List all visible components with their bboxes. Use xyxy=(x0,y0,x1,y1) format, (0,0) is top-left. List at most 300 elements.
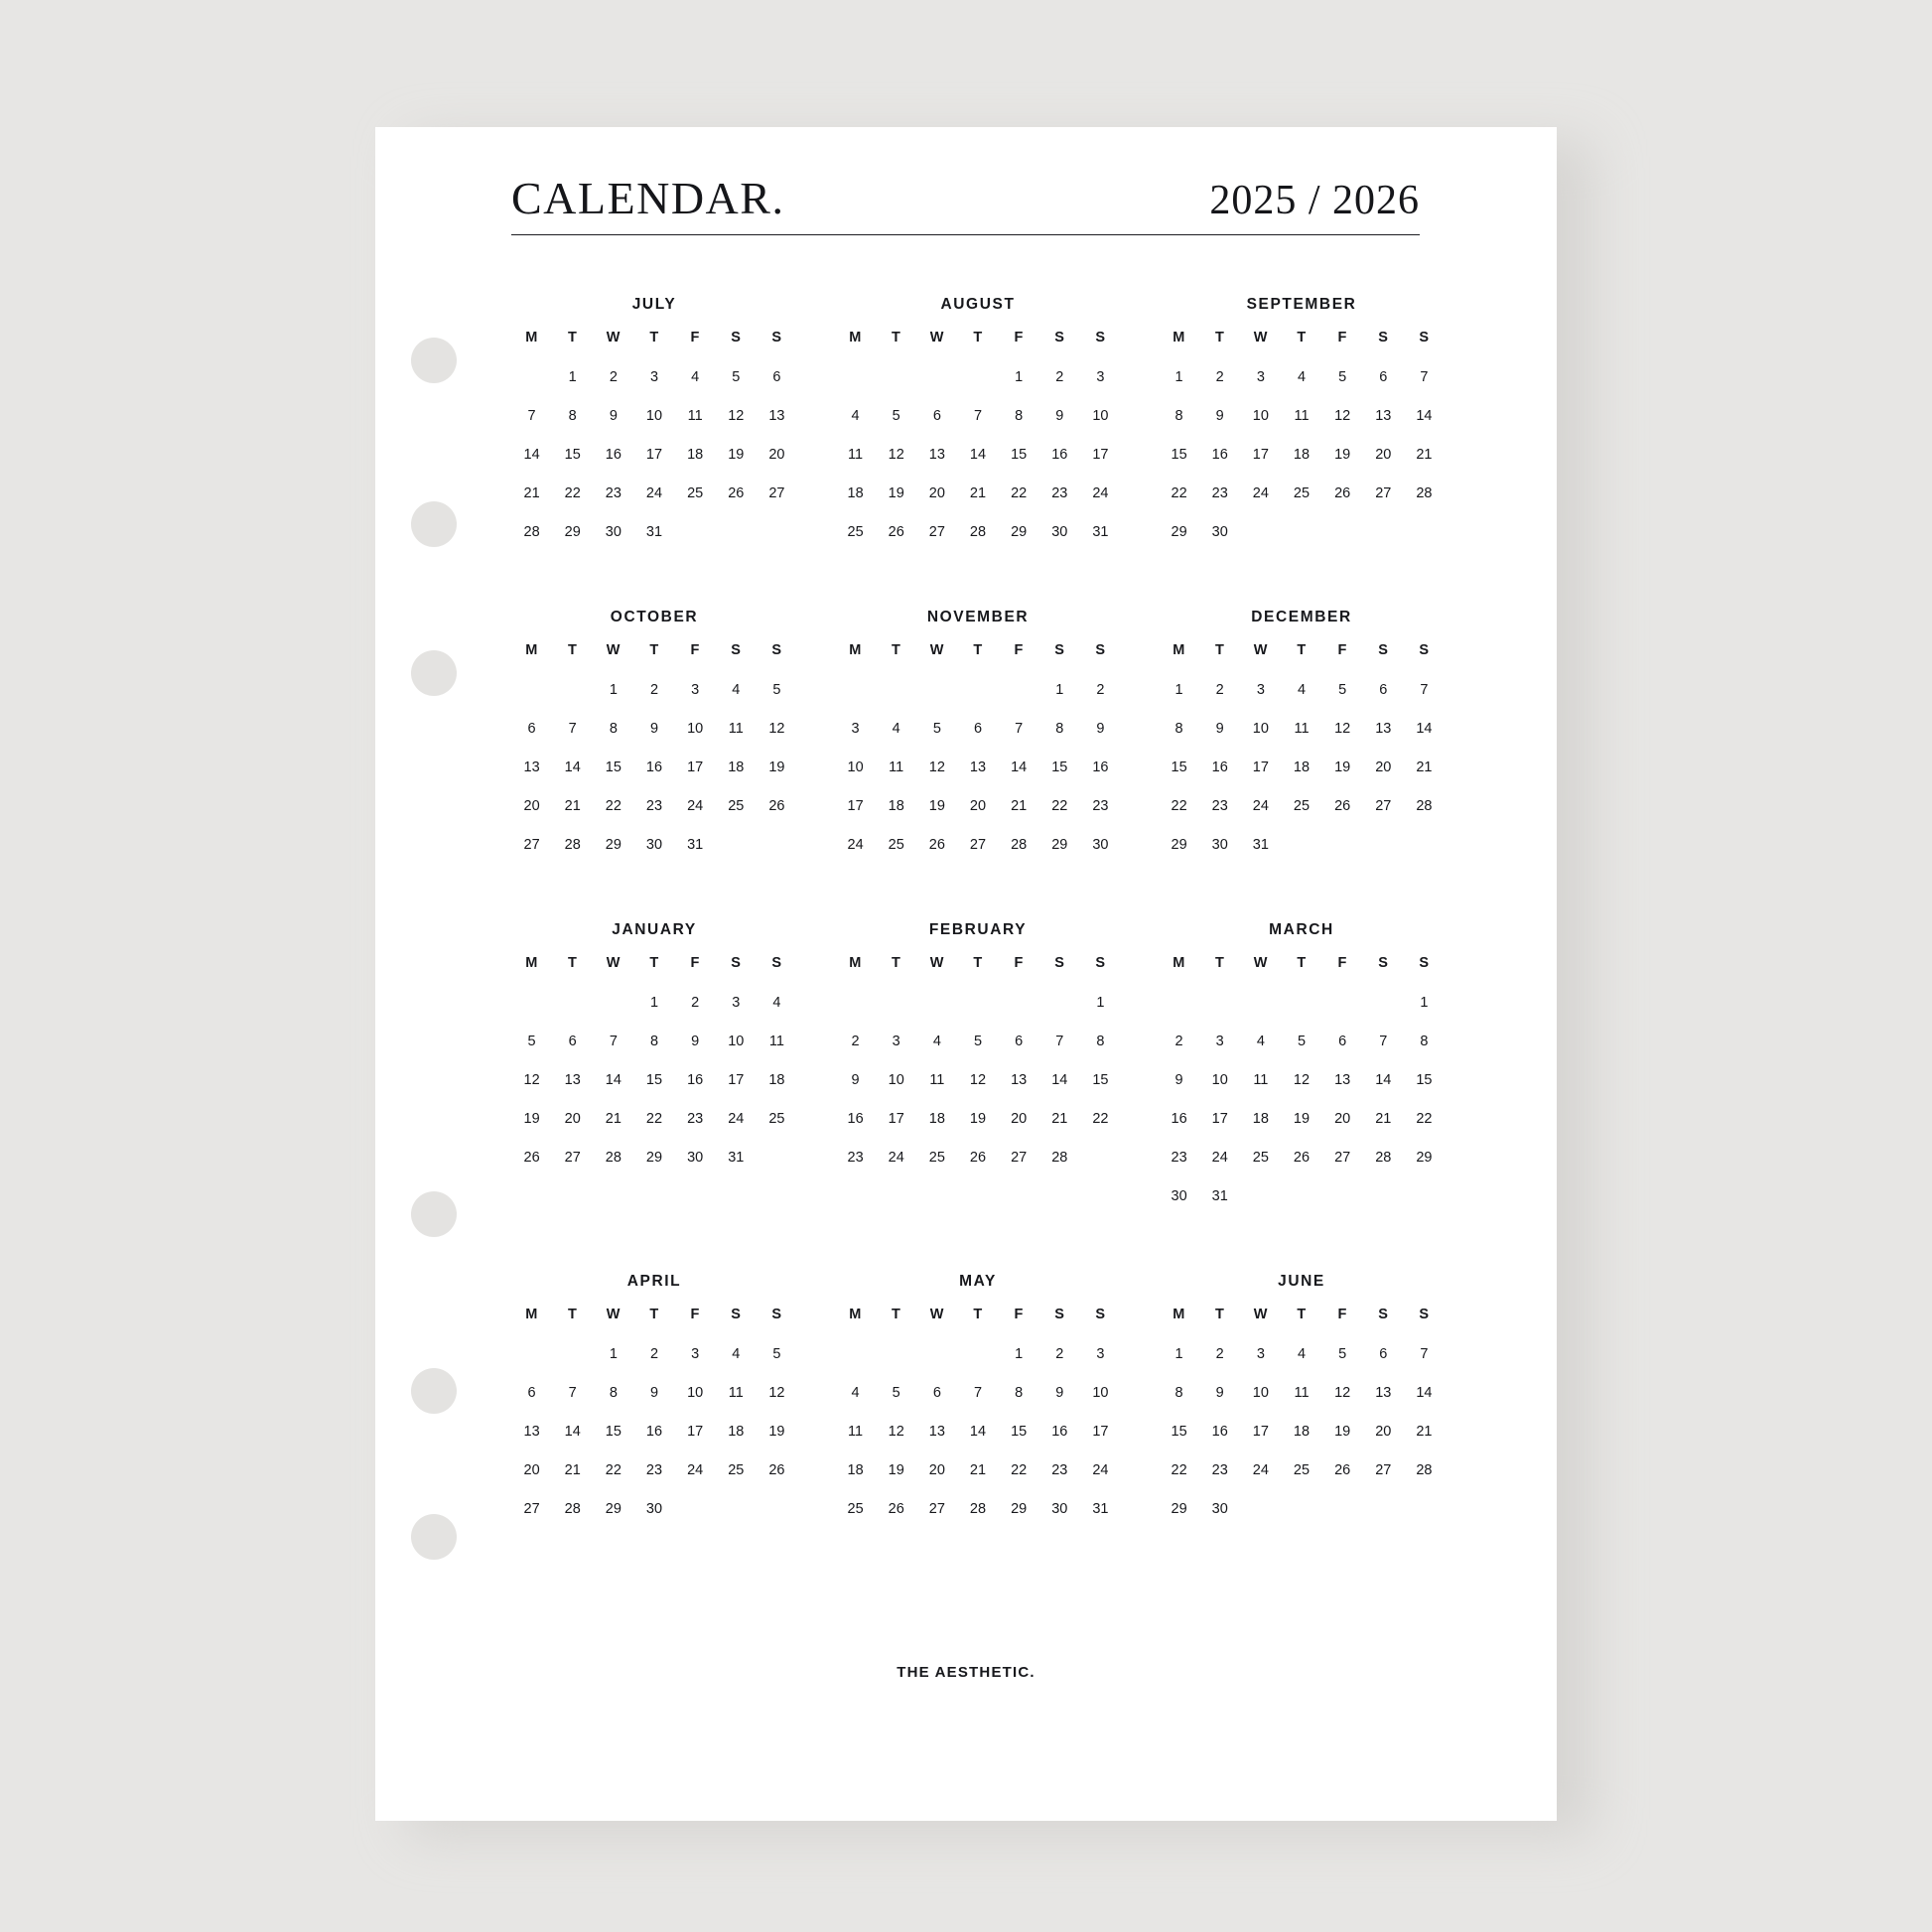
day-cell[interactable]: 20 xyxy=(564,1110,581,1127)
day-cell[interactable]: 11 xyxy=(687,407,703,424)
day-cell[interactable]: 10 xyxy=(1092,407,1109,424)
day-cell[interactable]: 12 xyxy=(523,1071,540,1088)
day-cell[interactable]: 28 xyxy=(1051,1149,1068,1166)
day-cell[interactable]: 26 xyxy=(728,484,745,501)
day-cell[interactable]: 17 xyxy=(1252,1423,1269,1440)
day-cell[interactable]: 21 xyxy=(1416,446,1433,463)
day-cell[interactable]: 2 xyxy=(1215,1345,1224,1362)
day-cell[interactable]: 4 xyxy=(732,1345,741,1362)
day-cell[interactable]: 29 xyxy=(1051,836,1068,853)
day-cell[interactable]: 12 xyxy=(1334,407,1351,424)
day-cell[interactable]: 7 xyxy=(973,407,983,424)
day-cell[interactable]: 20 xyxy=(928,484,945,501)
day-cell[interactable]: 5 xyxy=(1338,681,1347,698)
day-cell[interactable]: 7 xyxy=(568,720,577,737)
day-cell[interactable]: 22 xyxy=(1051,797,1068,814)
day-cell[interactable]: 15 xyxy=(605,759,621,775)
day-cell[interactable]: 8 xyxy=(1174,407,1183,424)
day-cell[interactable]: 6 xyxy=(932,1384,941,1401)
day-cell[interactable]: 25 xyxy=(1293,1461,1311,1478)
day-cell[interactable]: 26 xyxy=(1334,1461,1351,1478)
day-cell[interactable]: 17 xyxy=(687,759,704,775)
day-cell[interactable]: 11 xyxy=(728,720,744,737)
day-cell[interactable]: 2 xyxy=(609,368,618,385)
day-cell[interactable]: 27 xyxy=(969,836,987,853)
day-cell[interactable]: 3 xyxy=(1256,681,1265,698)
day-cell[interactable]: 12 xyxy=(888,1423,904,1440)
day-cell[interactable]: 29 xyxy=(645,1149,663,1166)
day-cell[interactable]: 19 xyxy=(1293,1110,1311,1127)
day-cell[interactable]: 4 xyxy=(851,407,860,424)
day-cell[interactable]: 3 xyxy=(649,368,659,385)
day-cell[interactable]: 5 xyxy=(1338,368,1347,385)
day-cell[interactable]: 24 xyxy=(728,1110,745,1127)
day-cell[interactable]: 7 xyxy=(1015,720,1024,737)
day-cell[interactable]: 9 xyxy=(1174,1071,1183,1088)
day-cell[interactable]: 25 xyxy=(847,1500,864,1517)
day-cell[interactable]: 16 xyxy=(1211,446,1228,463)
day-cell[interactable]: 5 xyxy=(732,368,741,385)
day-cell[interactable]: 4 xyxy=(772,994,781,1011)
day-cell[interactable]: 1 xyxy=(609,681,618,698)
day-cell[interactable]: 22 xyxy=(1171,484,1187,501)
day-cell[interactable]: 17 xyxy=(728,1071,745,1088)
day-cell[interactable]: 28 xyxy=(564,1500,581,1517)
day-cell[interactable]: 8 xyxy=(1174,1384,1183,1401)
day-cell[interactable]: 13 xyxy=(1011,1071,1028,1088)
day-cell[interactable]: 16 xyxy=(645,759,663,775)
day-cell[interactable]: 5 xyxy=(1338,1345,1347,1362)
day-cell[interactable]: 3 xyxy=(851,720,860,737)
day-cell[interactable]: 4 xyxy=(932,1033,941,1049)
day-cell[interactable]: 9 xyxy=(851,1071,860,1088)
day-cell[interactable]: 14 xyxy=(1416,407,1433,424)
day-cell[interactable]: 22 xyxy=(1092,1110,1109,1127)
day-cell[interactable]: 26 xyxy=(969,1149,987,1166)
day-cell[interactable]: 18 xyxy=(728,1423,745,1440)
day-cell[interactable]: 12 xyxy=(928,759,945,775)
day-cell[interactable]: 14 xyxy=(1011,759,1028,775)
day-cell[interactable]: 6 xyxy=(527,1384,536,1401)
day-cell[interactable]: 23 xyxy=(1211,1461,1228,1478)
day-cell[interactable]: 19 xyxy=(1334,446,1351,463)
day-cell[interactable]: 6 xyxy=(932,407,941,424)
day-cell[interactable]: 19 xyxy=(768,1423,785,1440)
day-cell[interactable]: 12 xyxy=(1334,1384,1351,1401)
day-cell[interactable]: 23 xyxy=(1211,797,1228,814)
day-cell[interactable]: 26 xyxy=(1293,1149,1311,1166)
day-cell[interactable]: 31 xyxy=(687,836,704,853)
day-cell[interactable]: 2 xyxy=(1215,368,1224,385)
day-cell[interactable]: 20 xyxy=(1375,759,1392,775)
day-cell[interactable]: 22 xyxy=(1011,1461,1028,1478)
day-cell[interactable]: 22 xyxy=(1171,1461,1187,1478)
day-cell[interactable]: 16 xyxy=(605,446,621,463)
day-cell[interactable]: 27 xyxy=(523,1500,540,1517)
day-cell[interactable]: 29 xyxy=(1011,1500,1028,1517)
day-cell[interactable]: 22 xyxy=(605,797,621,814)
day-cell[interactable]: 13 xyxy=(523,1423,540,1440)
day-cell[interactable]: 16 xyxy=(1211,759,1228,775)
day-cell[interactable]: 4 xyxy=(1297,1345,1307,1362)
day-cell[interactable]: 4 xyxy=(892,720,900,737)
day-cell[interactable]: 18 xyxy=(888,797,904,814)
day-cell[interactable]: 12 xyxy=(888,446,904,463)
day-cell[interactable]: 3 xyxy=(1096,1345,1105,1362)
day-cell[interactable]: 15 xyxy=(1171,759,1187,775)
day-cell[interactable]: 14 xyxy=(564,759,581,775)
day-cell[interactable]: 25 xyxy=(768,1110,785,1127)
day-cell[interactable]: 21 xyxy=(1051,1110,1068,1127)
day-cell[interactable]: 15 xyxy=(645,1071,663,1088)
day-cell[interactable]: 22 xyxy=(605,1461,621,1478)
day-cell[interactable]: 24 xyxy=(847,836,864,853)
day-cell[interactable]: 10 xyxy=(1211,1071,1228,1088)
day-cell[interactable]: 18 xyxy=(1293,759,1311,775)
day-cell[interactable]: 21 xyxy=(564,1461,581,1478)
day-cell[interactable]: 9 xyxy=(609,407,618,424)
day-cell[interactable]: 21 xyxy=(969,484,987,501)
day-cell[interactable]: 1 xyxy=(1096,994,1105,1011)
day-cell[interactable]: 2 xyxy=(1174,1033,1183,1049)
day-cell[interactable]: 15 xyxy=(1171,446,1187,463)
day-cell[interactable]: 3 xyxy=(691,681,700,698)
day-cell[interactable]: 10 xyxy=(687,720,704,737)
day-cell[interactable]: 21 xyxy=(1416,759,1433,775)
day-cell[interactable]: 1 xyxy=(1174,1345,1183,1362)
day-cell[interactable]: 27 xyxy=(1375,1461,1392,1478)
day-cell[interactable]: 30 xyxy=(1211,1500,1228,1517)
day-cell[interactable]: 25 xyxy=(1293,484,1311,501)
day-cell[interactable]: 5 xyxy=(772,1345,781,1362)
day-cell[interactable]: 22 xyxy=(564,484,581,501)
day-cell[interactable]: 28 xyxy=(969,523,987,540)
day-cell[interactable]: 31 xyxy=(645,523,663,540)
day-cell[interactable]: 23 xyxy=(687,1110,704,1127)
day-cell[interactable]: 18 xyxy=(847,484,864,501)
day-cell[interactable]: 17 xyxy=(645,446,663,463)
day-cell[interactable]: 23 xyxy=(645,797,663,814)
day-cell[interactable]: 11 xyxy=(929,1071,945,1088)
day-cell[interactable]: 16 xyxy=(847,1110,864,1127)
day-cell[interactable]: 10 xyxy=(687,1384,704,1401)
day-cell[interactable]: 20 xyxy=(523,797,540,814)
day-cell[interactable]: 20 xyxy=(969,797,987,814)
day-cell[interactable]: 4 xyxy=(1256,1033,1265,1049)
day-cell[interactable]: 9 xyxy=(1055,1384,1064,1401)
day-cell[interactable]: 13 xyxy=(1375,407,1392,424)
day-cell[interactable]: 30 xyxy=(1211,523,1228,540)
day-cell[interactable]: 24 xyxy=(1092,484,1109,501)
day-cell[interactable]: 21 xyxy=(605,1110,621,1127)
day-cell[interactable]: 3 xyxy=(1256,1345,1265,1362)
day-cell[interactable]: 7 xyxy=(1420,1345,1429,1362)
day-cell[interactable]: 28 xyxy=(605,1149,621,1166)
day-cell[interactable]: 2 xyxy=(1096,681,1105,698)
day-cell[interactable]: 29 xyxy=(564,523,581,540)
day-cell[interactable]: 27 xyxy=(523,836,540,853)
day-cell[interactable]: 26 xyxy=(888,523,904,540)
day-cell[interactable]: 12 xyxy=(728,407,745,424)
day-cell[interactable]: 18 xyxy=(847,1461,864,1478)
day-cell[interactable]: 19 xyxy=(523,1110,540,1127)
day-cell[interactable]: 22 xyxy=(1011,484,1028,501)
day-cell[interactable]: 13 xyxy=(928,1423,945,1440)
day-cell[interactable]: 20 xyxy=(768,446,785,463)
day-cell[interactable]: 18 xyxy=(1252,1110,1269,1127)
day-cell[interactable]: 24 xyxy=(1252,1461,1269,1478)
day-cell[interactable]: 21 xyxy=(1375,1110,1392,1127)
day-cell[interactable]: 17 xyxy=(847,797,864,814)
day-cell[interactable]: 28 xyxy=(969,1500,987,1517)
day-cell[interactable]: 23 xyxy=(847,1149,864,1166)
day-cell[interactable]: 13 xyxy=(1375,720,1392,737)
day-cell[interactable]: 4 xyxy=(691,368,700,385)
day-cell[interactable]: 1 xyxy=(568,368,577,385)
day-cell[interactable]: 14 xyxy=(1416,1384,1433,1401)
day-cell[interactable]: 31 xyxy=(1092,1500,1109,1517)
day-cell[interactable]: 6 xyxy=(1015,1033,1024,1049)
day-cell[interactable]: 5 xyxy=(1297,1033,1307,1049)
day-cell[interactable]: 28 xyxy=(1375,1149,1392,1166)
day-cell[interactable]: 14 xyxy=(969,446,987,463)
day-cell[interactable]: 8 xyxy=(649,1033,659,1049)
day-cell[interactable]: 1 xyxy=(1174,368,1183,385)
day-cell[interactable]: 1 xyxy=(1174,681,1183,698)
day-cell[interactable]: 29 xyxy=(605,1500,621,1517)
day-cell[interactable]: 11 xyxy=(848,446,864,463)
day-cell[interactable]: 1 xyxy=(1015,1345,1024,1362)
day-cell[interactable]: 25 xyxy=(1293,797,1311,814)
day-cell[interactable]: 8 xyxy=(1015,1384,1024,1401)
day-cell[interactable]: 18 xyxy=(687,446,704,463)
day-cell[interactable]: 3 xyxy=(1096,368,1105,385)
day-cell[interactable]: 3 xyxy=(691,1345,700,1362)
day-cell[interactable]: 7 xyxy=(973,1384,983,1401)
day-cell[interactable]: 12 xyxy=(1293,1071,1311,1088)
day-cell[interactable]: 28 xyxy=(564,836,581,853)
day-cell[interactable]: 9 xyxy=(1215,720,1224,737)
day-cell[interactable]: 4 xyxy=(1297,368,1307,385)
day-cell[interactable]: 18 xyxy=(928,1110,945,1127)
day-cell[interactable]: 29 xyxy=(1416,1149,1433,1166)
day-cell[interactable]: 28 xyxy=(1416,484,1433,501)
day-cell[interactable]: 4 xyxy=(1297,681,1307,698)
day-cell[interactable]: 3 xyxy=(892,1033,900,1049)
day-cell[interactable]: 17 xyxy=(687,1423,704,1440)
day-cell[interactable]: 12 xyxy=(768,1384,785,1401)
day-cell[interactable]: 26 xyxy=(768,1461,785,1478)
day-cell[interactable]: 14 xyxy=(523,446,540,463)
day-cell[interactable]: 21 xyxy=(1011,797,1028,814)
day-cell[interactable]: 15 xyxy=(1011,446,1028,463)
day-cell[interactable]: 13 xyxy=(1375,1384,1392,1401)
day-cell[interactable]: 11 xyxy=(1253,1071,1269,1088)
day-cell[interactable]: 15 xyxy=(1011,1423,1028,1440)
day-cell[interactable]: 14 xyxy=(1416,720,1433,737)
day-cell[interactable]: 2 xyxy=(1215,681,1224,698)
day-cell[interactable]: 17 xyxy=(1252,446,1269,463)
day-cell[interactable]: 10 xyxy=(1252,1384,1269,1401)
day-cell[interactable]: 20 xyxy=(1375,1423,1392,1440)
day-cell[interactable]: 3 xyxy=(1256,368,1265,385)
day-cell[interactable]: 11 xyxy=(1294,407,1310,424)
day-cell[interactable]: 8 xyxy=(568,407,577,424)
day-cell[interactable]: 30 xyxy=(687,1149,704,1166)
day-cell[interactable]: 1 xyxy=(649,994,659,1011)
day-cell[interactable]: 2 xyxy=(1055,368,1064,385)
day-cell[interactable]: 10 xyxy=(645,407,663,424)
day-cell[interactable]: 13 xyxy=(523,759,540,775)
day-cell[interactable]: 16 xyxy=(1211,1423,1228,1440)
day-cell[interactable]: 11 xyxy=(768,1033,784,1049)
day-cell[interactable]: 10 xyxy=(1092,1384,1109,1401)
day-cell[interactable]: 24 xyxy=(1252,484,1269,501)
day-cell[interactable]: 1 xyxy=(1055,681,1064,698)
day-cell[interactable]: 23 xyxy=(645,1461,663,1478)
day-cell[interactable]: 7 xyxy=(609,1033,618,1049)
day-cell[interactable]: 30 xyxy=(645,1500,663,1517)
day-cell[interactable]: 6 xyxy=(527,720,536,737)
day-cell[interactable]: 21 xyxy=(1416,1423,1433,1440)
day-cell[interactable]: 30 xyxy=(645,836,663,853)
day-cell[interactable]: 14 xyxy=(1375,1071,1392,1088)
day-cell[interactable]: 17 xyxy=(1092,1423,1109,1440)
day-cell[interactable]: 24 xyxy=(687,797,704,814)
day-cell[interactable]: 8 xyxy=(609,1384,618,1401)
day-cell[interactable]: 13 xyxy=(969,759,987,775)
day-cell[interactable]: 3 xyxy=(732,994,741,1011)
day-cell[interactable]: 15 xyxy=(1171,1423,1187,1440)
day-cell[interactable]: 8 xyxy=(1174,720,1183,737)
day-cell[interactable]: 31 xyxy=(1252,836,1269,853)
day-cell[interactable]: 4 xyxy=(732,681,741,698)
day-cell[interactable]: 20 xyxy=(928,1461,945,1478)
day-cell[interactable]: 27 xyxy=(1375,797,1392,814)
day-cell[interactable]: 20 xyxy=(1375,446,1392,463)
day-cell[interactable]: 9 xyxy=(1215,407,1224,424)
day-cell[interactable]: 19 xyxy=(1334,1423,1351,1440)
day-cell[interactable]: 8 xyxy=(1420,1033,1429,1049)
day-cell[interactable]: 24 xyxy=(888,1149,904,1166)
day-cell[interactable]: 23 xyxy=(1211,484,1228,501)
day-cell[interactable]: 11 xyxy=(889,759,904,775)
day-cell[interactable]: 30 xyxy=(1211,836,1228,853)
day-cell[interactable]: 13 xyxy=(1334,1071,1351,1088)
day-cell[interactable]: 29 xyxy=(605,836,621,853)
day-cell[interactable]: 15 xyxy=(1051,759,1068,775)
day-cell[interactable]: 8 xyxy=(609,720,618,737)
day-cell[interactable]: 12 xyxy=(969,1071,987,1088)
day-cell[interactable]: 11 xyxy=(848,1423,864,1440)
day-cell[interactable]: 6 xyxy=(1379,1345,1388,1362)
day-cell[interactable]: 14 xyxy=(969,1423,987,1440)
day-cell[interactable]: 15 xyxy=(564,446,581,463)
day-cell[interactable]: 19 xyxy=(1334,759,1351,775)
day-cell[interactable]: 5 xyxy=(772,681,781,698)
day-cell[interactable]: 16 xyxy=(1171,1110,1187,1127)
day-cell[interactable]: 4 xyxy=(851,1384,860,1401)
day-cell[interactable]: 26 xyxy=(888,1500,904,1517)
day-cell[interactable]: 15 xyxy=(1092,1071,1109,1088)
day-cell[interactable]: 28 xyxy=(1416,1461,1433,1478)
day-cell[interactable]: 1 xyxy=(1015,368,1024,385)
day-cell[interactable]: 10 xyxy=(728,1033,745,1049)
day-cell[interactable]: 27 xyxy=(564,1149,581,1166)
day-cell[interactable]: 29 xyxy=(1171,523,1187,540)
day-cell[interactable]: 30 xyxy=(1051,1500,1068,1517)
day-cell[interactable]: 14 xyxy=(605,1071,621,1088)
day-cell[interactable]: 16 xyxy=(1051,446,1068,463)
day-cell[interactable]: 28 xyxy=(1416,797,1433,814)
day-cell[interactable]: 25 xyxy=(888,836,904,853)
day-cell[interactable]: 30 xyxy=(1171,1187,1187,1204)
day-cell[interactable]: 25 xyxy=(928,1149,945,1166)
day-cell[interactable]: 13 xyxy=(768,407,785,424)
day-cell[interactable]: 5 xyxy=(527,1033,536,1049)
day-cell[interactable]: 9 xyxy=(1215,1384,1224,1401)
day-cell[interactable]: 23 xyxy=(1092,797,1109,814)
day-cell[interactable]: 9 xyxy=(691,1033,700,1049)
day-cell[interactable]: 10 xyxy=(1252,407,1269,424)
day-cell[interactable]: 9 xyxy=(649,720,659,737)
day-cell[interactable]: 16 xyxy=(645,1423,663,1440)
day-cell[interactable]: 26 xyxy=(1334,797,1351,814)
day-cell[interactable]: 8 xyxy=(1096,1033,1105,1049)
day-cell[interactable]: 27 xyxy=(928,1500,945,1517)
day-cell[interactable]: 20 xyxy=(1334,1110,1351,1127)
day-cell[interactable]: 31 xyxy=(1211,1187,1228,1204)
day-cell[interactable]: 7 xyxy=(1379,1033,1388,1049)
day-cell[interactable]: 10 xyxy=(1252,720,1269,737)
day-cell[interactable]: 31 xyxy=(728,1149,745,1166)
day-cell[interactable]: 26 xyxy=(928,836,945,853)
day-cell[interactable]: 20 xyxy=(523,1461,540,1478)
day-cell[interactable]: 29 xyxy=(1171,836,1187,853)
day-cell[interactable]: 14 xyxy=(1051,1071,1068,1088)
day-cell[interactable]: 28 xyxy=(1011,836,1028,853)
day-cell[interactable]: 16 xyxy=(1051,1423,1068,1440)
day-cell[interactable]: 17 xyxy=(1092,446,1109,463)
day-cell[interactable]: 21 xyxy=(523,484,540,501)
day-cell[interactable]: 25 xyxy=(687,484,704,501)
day-cell[interactable]: 6 xyxy=(1379,368,1388,385)
day-cell[interactable]: 19 xyxy=(888,484,904,501)
day-cell[interactable]: 15 xyxy=(605,1423,621,1440)
day-cell[interactable]: 24 xyxy=(1252,797,1269,814)
day-cell[interactable]: 13 xyxy=(928,446,945,463)
day-cell[interactable]: 1 xyxy=(609,1345,618,1362)
day-cell[interactable]: 6 xyxy=(772,368,781,385)
day-cell[interactable]: 25 xyxy=(728,1461,745,1478)
day-cell[interactable]: 15 xyxy=(1416,1071,1433,1088)
day-cell[interactable]: 11 xyxy=(728,1384,744,1401)
day-cell[interactable]: 7 xyxy=(1420,368,1429,385)
day-cell[interactable]: 30 xyxy=(1051,523,1068,540)
day-cell[interactable]: 23 xyxy=(1051,1461,1068,1478)
day-cell[interactable]: 20 xyxy=(1011,1110,1028,1127)
day-cell[interactable]: 12 xyxy=(768,720,785,737)
day-cell[interactable]: 24 xyxy=(1092,1461,1109,1478)
day-cell[interactable]: 18 xyxy=(1293,1423,1311,1440)
day-cell[interactable]: 11 xyxy=(1294,720,1310,737)
day-cell[interactable]: 9 xyxy=(649,1384,659,1401)
day-cell[interactable]: 6 xyxy=(1338,1033,1347,1049)
day-cell[interactable]: 12 xyxy=(1334,720,1351,737)
day-cell[interactable]: 11 xyxy=(1294,1384,1310,1401)
day-cell[interactable]: 22 xyxy=(1416,1110,1433,1127)
day-cell[interactable]: 18 xyxy=(1293,446,1311,463)
